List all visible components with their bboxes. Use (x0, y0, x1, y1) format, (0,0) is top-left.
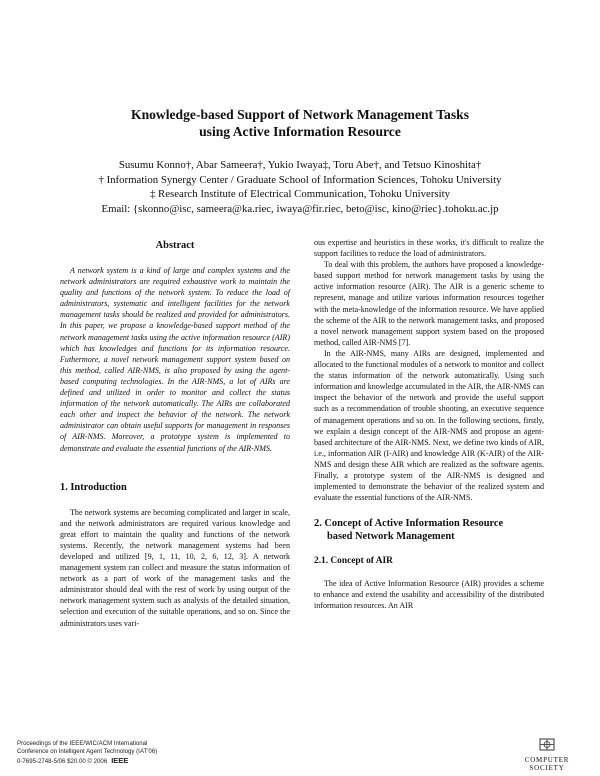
computer-society-logo (512, 737, 582, 771)
footer-line-1: Proceedings of the IEEE/WIC/ACM International (17, 740, 148, 747)
paper-title (0, 106, 600, 140)
subsection-2-1-heading: 2.1. Concept of AIR (314, 556, 393, 567)
ieee-mark: IEEE (111, 755, 129, 765)
section-2-heading (314, 517, 544, 543)
intro-paragraph-1: The network systems are becoming complicated and larger in scale, and the network administrators are required various knowledge and great effort to maintain the quality and functions of the network systems. Recently, the network management systems had been developed and utilized [9, 1, 11, 10, 2, 6, 12, 3]. A network management system can collect and measure the status information of network as a part of work of the management tasks and the administrator should deal with the rest of work by using output of the network management system such as analysis of the detailed situation, selection and execution of the suitable operations, and so on. Since the administrators uses vari- (60, 507, 290, 628)
title-line-1: Knowledge-based Support of Network Management Tasks (131, 107, 469, 122)
section-2-1-paragraph: The idea of Active Information Resource (AIR) provides a scheme to enhance and extend the usability and accessibility of the distributed information resources. An AIR (314, 579, 544, 611)
abstract-text: A network system is a kind of large and complex systems and the network administrators are required exhaustive work to maintain the quality and functions of the network system. To reduce the load of administrators, systematic and intelligent facilities for the network management tasks should be realized and provided for administrators. In this paper, we propose a knowledge-based support method of the network management tasks using the active information resource (AIR) which has knowledges and functions for its information resource. Futhermore, a novel network management support system based on this method, called AIR-NMS, is also proposed by using the agent-based computing technologies. In the AIR-NMS, a lot of AIRs are defined and utilized in order to monitor and collect the status information of the network automatically. The AIRs are collaborated each other and inspect the behavior of the network. The network administrator can obtain useful supports for management in responses of AIR-NMS. Moreover, a prototype system is implemented to demonstrate and evaluate the essential functions of the AIR-NMS. (60, 266, 290, 453)
footer-line-2: Conference on Intelligent Agent Technology (IAT'06) (17, 748, 158, 756)
footer-line-3: 0-7695-2748-5/06 $20.00 © 2006 (17, 757, 108, 765)
intro-paragraph-3: In the AIR-NMS, many AIRs are designed, implemented and allocated to the functional modules of a network to monitor and collect the status information of the network automatically. Using such information and knowledge accumulated in the AIR, the AIR-NMS can inspect the behavior of the network and provide the useful support such as a recommendation of trouble shooting, an executive sequence of management operations and so on. In the following sections, firstly, we explain a design concept of the AIR-NMS and propose an agent-based architecture of the AIR-NMS. Next, we define two kinds of AIR, i.e., information AIR (I-AIR) and knowledge AIR (K-AIR) of the AIR-NMS and design these AIR which are realized as the software agents. Finally, a prototype system of the AIR-NMS is designed and implemented to demonstrate the behavior of the realized system and evaluate the essential functions of the AIR-NMS. (314, 348, 544, 503)
author-email: Email: {skonno@isc, sameera@ka.riec, iwaya@fir.riec, beto@isc, kino@riec}.tohoku.ac.jp (101, 202, 499, 215)
author-block (0, 158, 600, 216)
intro-paragraph-2: To deal with this problem, the authors have proposed a knowledge-based support method for network management tasks by using the active information resource (AIR). The AIR is a generic scheme to represent, manage and utilize various information resources together with the meta-knowledge of the information resource. We have applied the scheme of the AIR to the network management tasks, and proposed a novel network management support system based on the proposed method, called AIR-NMS [7]. (314, 260, 544, 347)
title-line-2: using Active Information Resource (199, 124, 401, 139)
affiliation-1: † Information Synergy Center / Graduate School of Information Sciences, Tohoku University (98, 173, 502, 186)
intro-paragraph-1-continued: ous expertise and heuristics in these works, it's difficult to realize the support facilities to reduce the load of administrators. (314, 238, 544, 259)
proceedings-footer (17, 740, 157, 766)
logo-line-2: SOCIETY (529, 764, 565, 772)
abstract-heading: Abstract (155, 240, 195, 251)
right-column (314, 237, 544, 612)
left-column (60, 240, 290, 629)
affiliation-2: ‡ Research Institute of Electrical Communication, Tohoku University (149, 188, 451, 200)
author-names: Susumu Konno†, Abar Sameera†, Yukio Iwaya‡, Toru Abe†, and Tetsuo Kinoshita† (118, 159, 482, 171)
section-2-heading-line-2: based Network Management (327, 531, 455, 543)
logo-line-1: COMPUTER (524, 756, 570, 764)
computer-society-emblem-icon (512, 737, 582, 751)
section-2-heading-line-1: 2. Concept of Active Information Resource (314, 518, 504, 530)
section-1-heading: 1. Introduction (60, 481, 127, 493)
